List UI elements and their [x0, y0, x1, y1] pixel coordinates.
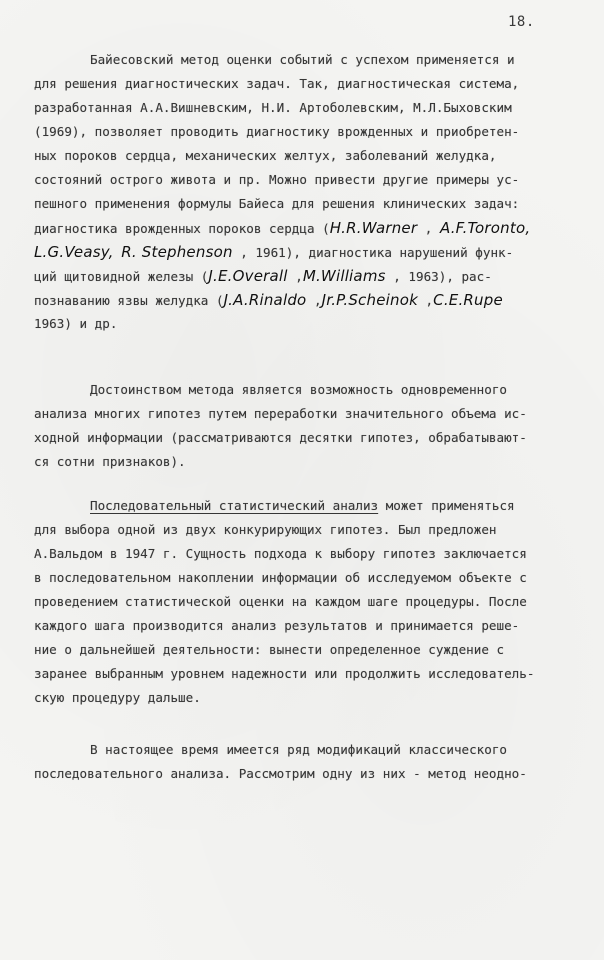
text-line: для выбора одной из двух конкурирующих гипотез. Был предложен [34, 522, 497, 537]
text-line: разработанная А.А.Вишневским, Н.И. Артоболевским, М.Л.Быховским [34, 100, 512, 115]
text-fragment: , 1963), рас- [385, 269, 492, 284]
text-line: Достоинством метода является возможность одновременного [90, 382, 508, 397]
handwritten-author-name: M.Williams [302, 267, 386, 285]
paragraph-modifications [34, 738, 574, 786]
text-line-overall [34, 264, 574, 288]
handwritten-author-name: C.E.Rupe [433, 291, 503, 309]
text-fragment: , [287, 269, 303, 284]
text-fragment: , [306, 293, 322, 308]
text-line-veasy [34, 240, 574, 264]
text-line: ние о дальнейшей деятельности: вынести определенное суждение с [34, 642, 505, 657]
text-line: заранее выбранным уровнем надежности или продолжить исследователь- [34, 666, 535, 681]
text-line: Байесовский метод оценки событий с успехом применяется и [90, 52, 515, 67]
text-line: каждого шага производится анализ результатов и принимается реше- [34, 618, 520, 633]
text-fragment: , [417, 221, 440, 236]
text-line: скую процедуру дальше. [34, 690, 201, 705]
text-line: (1969), позволяет проводить диагностику врожденных и приобретен- [34, 124, 520, 139]
section-heading: Последовательный статистический анализ [90, 498, 379, 513]
text-fragment: диагностика врожденных пороков сердца ( [34, 221, 330, 236]
text-line-heading [34, 494, 574, 518]
text-fragment: познаванию язвы желудка ( [34, 293, 224, 308]
handwritten-author-name: A.F.Toronto, [439, 219, 531, 237]
text-fragment: ций щитовидной железы ( [34, 269, 209, 284]
handwritten-author-name: R. Stephenson [121, 243, 233, 261]
text-line: для решения диагностических задач. Так, диагностическая система, [34, 76, 520, 91]
text-fragment: может применяться [378, 498, 515, 513]
handwritten-author-name: H.R.Warner [329, 219, 418, 237]
paragraph-sequential-analysis [34, 494, 574, 710]
text-line: пешного применения формулы Байеса для решения клинических задач: [34, 196, 520, 211]
text-line: ных пороков сердца, механических желтух, заболеваний желудка, [34, 148, 497, 163]
text-line-warner [34, 216, 574, 240]
text-line: В настоящее время имеется ряд модификаций классического [90, 742, 508, 757]
text-line: ходной информации (рассматриваются десятки гипотез, обрабатывают- [34, 430, 527, 445]
text-fragment: , 1961), диагностика нарушений функ- [232, 245, 514, 260]
text-line: состояний острого живота и пр. Можно привести другие примеры ус- [34, 172, 520, 187]
paragraph-bayes-method [34, 48, 574, 336]
text-fragment: , [417, 293, 434, 308]
handwritten-author-name: J.A.Rinaldo [223, 291, 307, 309]
text-line: проведением статистической оценки на каждом шаге процедуры. После [34, 594, 527, 609]
page-number: 18. [508, 14, 535, 30]
paragraph-method-advantage [34, 378, 574, 474]
text-line: последовательного анализа. Рассмотрим одну из них - метод неодно- [34, 766, 527, 781]
handwritten-author-name: Jr.P.Scheinok [321, 291, 418, 309]
text-line: в последовательном накоплении информации об исследуемом объекте с [34, 570, 527, 585]
handwritten-author-name: L.G.Veasy, [34, 243, 114, 261]
text-line: А.Вальдом в 1947 г. Сущность подхода к выбору гипотез заключается [34, 546, 527, 561]
text-line: 1963) и др. [34, 316, 118, 331]
text-line: анализа многих гипотез путем переработки значительного объема ис- [34, 406, 527, 421]
handwritten-author-name: J.E.Overall [208, 267, 288, 285]
text-line-rinaldo [34, 288, 574, 312]
text-line: ся сотни признаков). [34, 454, 186, 469]
